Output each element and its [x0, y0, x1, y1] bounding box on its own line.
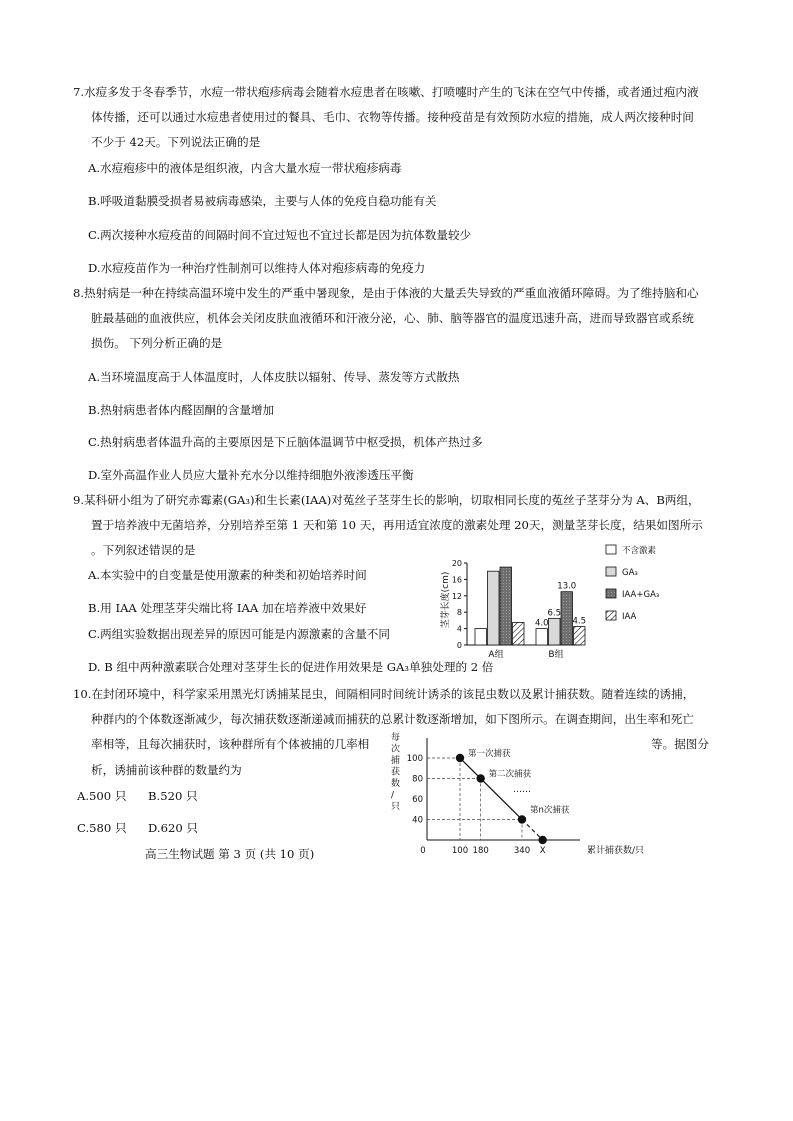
q10-chart-xlabel: 累计捕获数/只	[587, 846, 645, 856]
q9-data-label: 13.0	[557, 581, 577, 592]
q10-ylabel-char: 只	[391, 802, 401, 812]
q9-stem-line-2: 置于培养液中无菌培养，分别培养至第 1 天和第 10 天，再用适宜浓度的激素处理 20天，测量茎芽长度，结果如图所示	[91, 518, 703, 532]
q9-legend-label: IAA	[622, 612, 637, 622]
q10-stem-line-2: 种群内的个体数逐渐减少，每次捕获数逐渐递减而捕获的总累计数逐渐增加，如下图所示。在调查期间，出生率和死亡	[91, 712, 694, 726]
q10-ylabel-char: 数	[391, 779, 401, 789]
q10-xtick-label: 100	[451, 846, 469, 856]
q9-legend-swatch	[606, 611, 616, 620]
q10-stem-line-3a: 率相等，且每次捕获时，该种群所有个体被捕的几率相	[91, 737, 370, 751]
q10-ytick-label: 100	[406, 754, 423, 764]
q9-category-b: B组	[548, 650, 564, 660]
q10-data-point	[456, 754, 464, 762]
q8-option-d: D.室外高温作业人员应大量补充水分以维持细胞外液渗透压平衡	[88, 468, 414, 482]
q10-point-label: 第二次捕获	[488, 769, 532, 780]
q8-option-c: C.热射病患者体温升高的主要原因是下丘脑体温调节中枢受损，机体产热过多	[88, 435, 483, 449]
q7-stem-line-1: 7.水痘多发于冬春季节，水痘一带状疱疹病毒会随着水痘患者在咳嗽、打喷嚏时产生的飞沫在空气中传播，或者通过疱内液	[73, 85, 699, 99]
q8-stem-line-3: 损伤。 下列分析正确的是	[91, 336, 223, 350]
q9-option-b: B.用 IAA 处理茎芽尖端比将 IAA 加在培养液中效果好	[88, 601, 367, 615]
q9-bar	[475, 629, 487, 645]
q9-data-label: 6.5	[547, 608, 562, 619]
q9-bar	[574, 627, 586, 645]
q9-ytick-label: 0	[456, 641, 462, 650]
q10-ytick-label: 60	[412, 795, 423, 805]
q9-legend-swatch	[606, 589, 616, 598]
q10-data-point	[476, 774, 484, 782]
q10-ytick-label: 40	[412, 815, 423, 826]
q10-option-b: B.520 只	[148, 789, 198, 803]
q10-option-d: D.620 只	[148, 821, 198, 835]
q7-stem-line-3: 不少于 42天。下列说法正确的是	[91, 135, 261, 149]
q9-legend-swatch	[606, 567, 616, 576]
q8-option-b: B.热射病患者体内醛固酮的含量增加	[88, 403, 275, 417]
q9-bar	[536, 629, 548, 645]
q10-xtick-label: 180	[472, 846, 489, 856]
q9-option-d: D. B 组中两种激素联合处理对茎芽生长的促进作用效果是 GA₃单独处理的 2 倍	[88, 660, 494, 674]
q10-option-c: C.580 只	[77, 821, 127, 835]
q10-stem-line-3b: 等。据图分	[651, 737, 709, 751]
q8-stem-line-2: 脏最基础的血液供应，机体会关闭皮肤血液循环和汗液分泌，心、肺、脑等器官的温度迅速升高，进而导致器官或系统	[91, 311, 694, 325]
q10-ylabel-char: 次	[391, 744, 401, 755]
q7-option-a: A.水痘疱疹中的液体是组织液，内含大量水痘一带状疱疹病毒	[88, 161, 402, 175]
q9-stem-line-1: 9.某科研小组为了研究赤霉素(GA₃)和生长素(IAA)对菟丝子茎芽生长的影响，切取相同长度的菟丝子茎芽分为 A、B两组，	[73, 493, 700, 507]
q9-legend-label: IAA+GA₃	[622, 590, 660, 600]
q10-xtick-label: 340	[513, 846, 531, 856]
q10-option-a: A.500 只	[77, 789, 127, 803]
q9-chart-ylabel: 茎芽长度(cm)	[441, 571, 451, 629]
q10-line-chart	[385, 728, 670, 863]
q10-point-label: 第n次捕获	[530, 805, 570, 816]
q9-bar	[561, 592, 573, 645]
q9-bar	[500, 567, 512, 645]
q9-bar	[513, 622, 525, 645]
q10-ytick-label: 80	[412, 774, 423, 785]
q10-ylabel-char: 捕	[391, 756, 401, 766]
q9-option-a: A.本实验中的自变量是使用激素的种类和初始培养时间	[88, 568, 367, 582]
page-footer: 高三生物试题 第 3 页 (共 10 页)	[145, 847, 315, 861]
q9-ytick-label: 4	[456, 624, 462, 634]
q7-stem-line-2: 体传播，还可以通过水痘患者使用过的餐具、毛巾、衣物等传播。接种疫苗是有效预防水痘的措施，成人两次接种时间	[91, 110, 694, 124]
q9-bar	[549, 618, 561, 645]
q10-extrapolation-line	[522, 820, 543, 841]
q10-xtick-label: X	[539, 846, 546, 856]
q9-legend-label: GA₃	[622, 568, 638, 578]
q7-option-b: B.呼吸道黏膜受损者易被病毒感染，主要与人体的免疫自稳功能有关	[88, 194, 437, 208]
q7-option-c: C.两次接种水痘疫苗的间隔时间不宜过短也不宜过长都是因为抗体数量较少	[88, 228, 472, 242]
q10-ylabel-char: /	[391, 790, 395, 801]
q9-bar	[488, 571, 500, 645]
q9-data-label: 4.5	[572, 616, 587, 627]
q10-stem-line-1: 10.在封闭环境中，科学家采用黑光灯诱捕某昆虫，间隔相同时间统计诱杀的该昆虫数以及累计捕获数。随着连续的诱捕，	[73, 687, 695, 701]
q10-ellipsis: ……	[513, 785, 531, 795]
q9-category-a: A组	[488, 650, 504, 660]
q9-stem-line-3: 。下列叙述错误的是	[91, 543, 196, 557]
q9-legend-swatch	[606, 545, 616, 554]
q9-ytick-label: 20	[451, 559, 462, 568]
q10-x-intercept-point	[538, 836, 546, 844]
q8-option-a: A.当环境温度高于人体温度时，人体皮肤以辐射、传导、蒸发等方式散热	[88, 370, 460, 384]
q10-point-label: 第一次捕获	[468, 749, 511, 759]
q9-bar-chart	[430, 540, 670, 665]
q9-legend-label: 不含激素	[622, 546, 657, 556]
q10-ylabel-char: 每	[391, 733, 401, 743]
q9-ytick-label: 8	[456, 608, 462, 618]
q10-data-point	[518, 815, 526, 823]
q7-option-d: D.水痘疫苗作为一种治疗性制剂可以维持人体对疱疹病毒的免疫力	[88, 261, 426, 275]
q9-ytick-label: 16	[451, 575, 462, 585]
q10-ylabel-char: 获	[391, 767, 401, 778]
q8-stem-line-1: 8.热射病是一种在持续高温环境中发生的严重中暑现象，是由于体液的大量丢失导致的严重血液循环障碍。为了维持脑和心	[73, 286, 699, 300]
q9-option-c: C.两组实验数据出现差异的原因可能是内源激素的含量不同	[88, 627, 390, 641]
q10-xtick-label: 0	[420, 846, 426, 856]
q9-ytick-label: 12	[451, 591, 462, 601]
q9-data-label: 4.0	[534, 618, 549, 629]
q10-stem-line-4: 析，诱捕前该种群的数量约为	[91, 763, 242, 777]
